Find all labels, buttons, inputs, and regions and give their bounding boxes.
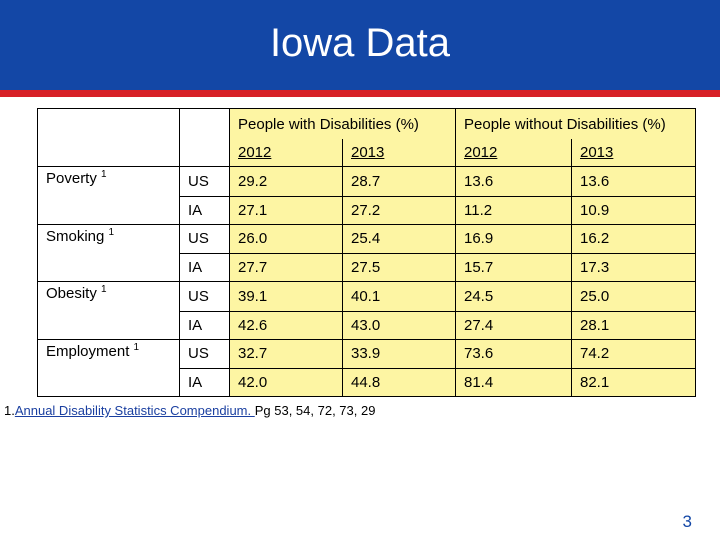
- value-cell: 25.4: [343, 224, 456, 254]
- value-cell: 16.2: [572, 224, 696, 254]
- slide-title: Iowa Data: [269, 21, 451, 65]
- value-cell: 10.9: [572, 196, 696, 224]
- value-cell: 44.8: [343, 369, 456, 397]
- region-cell: IA: [180, 196, 230, 224]
- category-cell: [38, 369, 180, 397]
- compendium-link[interactable]: Annual Disability Statistics Compendium.: [14, 403, 255, 418]
- value-cell: 13.6: [572, 167, 696, 197]
- region-cell: US: [180, 282, 230, 312]
- value-cell: 74.2: [572, 339, 696, 369]
- category-cell: Smoking $^1$: [38, 224, 180, 254]
- region-cell: IA: [180, 311, 230, 339]
- region-cell: IA: [180, 369, 230, 397]
- value-cell: 73.6: [456, 339, 572, 369]
- value-cell: 25.0: [572, 282, 696, 312]
- table-row: [38, 311, 696, 339]
- table-row: [38, 254, 696, 282]
- value-cell: 81.4: [456, 369, 572, 397]
- value-cell: 28.7: [343, 167, 456, 197]
- group-header-with: People with Disabilities (%): [230, 109, 456, 140]
- value-cell: 26.0: [230, 224, 343, 254]
- data-table: [37, 108, 696, 397]
- value-cell: 33.9: [343, 339, 456, 369]
- table-row: [38, 224, 696, 254]
- table-row: [38, 369, 696, 397]
- value-cell: 39.1: [230, 282, 343, 312]
- value-cell: 42.0: [230, 369, 343, 397]
- value-cell: 29.2: [230, 167, 343, 197]
- value-cell: 16.9: [456, 224, 572, 254]
- region-cell: US: [180, 167, 230, 197]
- corner-cell: [180, 139, 230, 167]
- corner-cell: [38, 109, 180, 140]
- footnote: [4, 403, 375, 418]
- year-header-row: [38, 139, 696, 167]
- year-header: 2012: [456, 139, 572, 167]
- value-cell: 27.4: [456, 311, 572, 339]
- group-header-without: People without Disabilities (%): [456, 109, 696, 140]
- value-cell: 13.6: [456, 167, 572, 197]
- value-cell: 43.0: [343, 311, 456, 339]
- category-cell: [38, 196, 180, 224]
- footnote-number: 1.: [4, 403, 15, 418]
- value-cell: 15.7: [456, 254, 572, 282]
- year-header: 2013: [572, 139, 696, 167]
- header-red-rule: [0, 90, 720, 97]
- value-cell: 11.2: [456, 196, 572, 224]
- table-row: [38, 282, 696, 312]
- value-cell: 42.6: [230, 311, 343, 339]
- page-number: 3: [682, 512, 692, 531]
- value-cell: 17.3: [572, 254, 696, 282]
- region-cell: IA: [180, 254, 230, 282]
- value-cell: 24.5: [456, 282, 572, 312]
- table-header-row: [38, 109, 696, 140]
- year-header: 2012: [230, 139, 343, 167]
- value-cell: 27.1: [230, 196, 343, 224]
- category-cell: Poverty $^1$: [38, 167, 180, 197]
- table-row: [38, 196, 696, 224]
- table-row: [38, 339, 696, 369]
- value-cell: 82.1: [572, 369, 696, 397]
- value-cell: 28.1: [572, 311, 696, 339]
- corner-cell: [38, 139, 180, 167]
- region-cell: US: [180, 339, 230, 369]
- corner-cell: [180, 109, 230, 140]
- value-cell: 27.5: [343, 254, 456, 282]
- table-row: [38, 167, 696, 197]
- category-cell: Employment $^1$: [38, 339, 180, 369]
- value-cell: 27.7: [230, 254, 343, 282]
- category-cell: [38, 311, 180, 339]
- value-cell: 27.2: [343, 196, 456, 224]
- category-cell: Obesity $^1$: [38, 282, 180, 312]
- region-cell: US: [180, 224, 230, 254]
- value-cell: 40.1: [343, 282, 456, 312]
- value-cell: 32.7: [230, 339, 343, 369]
- footnote-pages: Pg 53, 54, 72, 73, 29: [254, 403, 376, 418]
- year-header: 2013: [343, 139, 456, 167]
- category-cell: [38, 254, 180, 282]
